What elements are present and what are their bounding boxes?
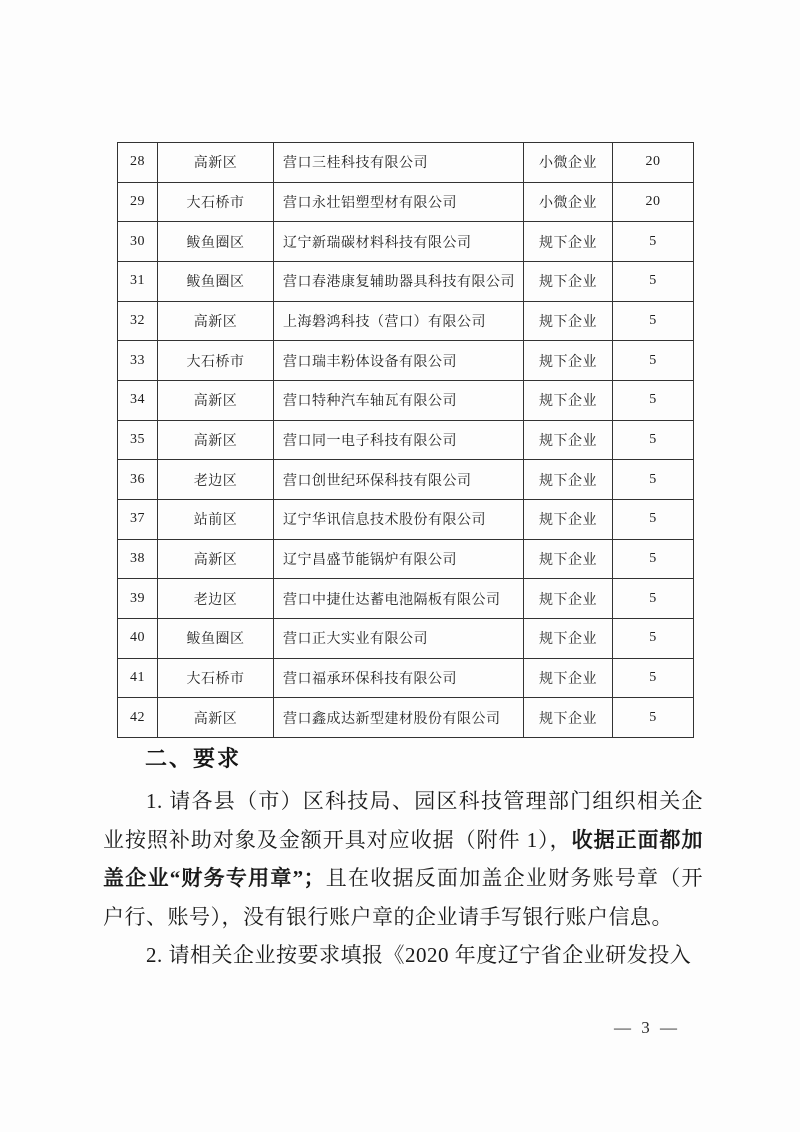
cell-district: 高新区 (158, 539, 274, 579)
cell-type: 规下企业 (524, 301, 613, 341)
cell-amount: 5 (613, 658, 694, 698)
cell-district: 老边区 (158, 579, 274, 619)
cell-no: 35 (118, 420, 158, 460)
page-number: — 3 — (614, 1018, 680, 1037)
requirements-section (103, 743, 703, 975)
cell-amount: 5 (613, 618, 694, 658)
cell-amount: 5 (613, 539, 694, 579)
cell-company: 辽宁新瑞碳材料科技有限公司 (274, 222, 524, 262)
cell-district: 高新区 (158, 420, 274, 460)
cell-no: 34 (118, 380, 158, 420)
cell-district: 高新区 (158, 380, 274, 420)
table-row (118, 499, 694, 539)
cell-no: 37 (118, 499, 158, 539)
cell-district: 老边区 (158, 460, 274, 500)
table-row (118, 420, 694, 460)
cell-company: 营口永壮铝塑型材有限公司 (274, 182, 524, 222)
table-row (118, 341, 694, 381)
cell-company: 辽宁昌盛节能锅炉有限公司 (274, 539, 524, 579)
cell-no: 41 (118, 658, 158, 698)
cell-district: 鲅鱼圈区 (158, 618, 274, 658)
cell-no: 32 (118, 301, 158, 341)
table-row (118, 182, 694, 222)
cell-amount: 20 (613, 182, 694, 222)
cell-company: 营口福承环保科技有限公司 (274, 658, 524, 698)
table-row (118, 301, 694, 341)
cell-amount: 5 (613, 380, 694, 420)
cell-company: 营口中捷仕达蓄电池隔板有限公司 (274, 579, 524, 619)
cell-no: 39 (118, 579, 158, 619)
section-heading: 二、要求 (145, 746, 242, 771)
cell-amount: 5 (613, 261, 694, 301)
subsidy-table (117, 142, 694, 738)
cell-no: 40 (118, 618, 158, 658)
paragraph-1-bold-emphasis: 收据正面都加盖企业“财务专用章”； (103, 827, 704, 890)
cell-company: 营口正大实业有限公司 (274, 618, 524, 658)
cell-district: 高新区 (158, 301, 274, 341)
cell-company: 辽宁华讯信息技术股份有限公司 (274, 499, 524, 539)
cell-type: 规下企业 (524, 539, 613, 579)
paragraph-1-lead: 1. 请各县（市）区科技局、园区科技管理部门组织相关企业按照补助对象及金额开具对应收据（附件 1）， (103, 789, 703, 852)
cell-type: 规下企业 (524, 261, 613, 301)
paragraph-1-tail: 且在收据反面加盖企业财务账号章（开户行、账号），没有银行账户章的企业请手写银行账户信息。 (103, 866, 703, 929)
cell-type: 规下企业 (524, 499, 613, 539)
cell-amount: 5 (613, 499, 694, 539)
cell-type: 规下企业 (524, 222, 613, 262)
cell-amount: 5 (613, 460, 694, 500)
cell-company: 营口春港康复辅助器具科技有限公司 (274, 261, 524, 301)
cell-amount: 5 (613, 420, 694, 460)
cell-district: 大石桥市 (158, 341, 274, 381)
subsidy-table-body (118, 143, 694, 738)
cell-amount: 5 (613, 579, 694, 619)
cell-district: 大石桥市 (158, 182, 274, 222)
cell-district: 鲅鱼圈区 (158, 261, 274, 301)
cell-amount: 5 (613, 341, 694, 381)
cell-type: 规下企业 (524, 579, 613, 619)
cell-type: 规下企业 (524, 341, 613, 381)
cell-amount: 20 (613, 143, 694, 183)
cell-company: 上海磐鸿科技（营口）有限公司 (274, 301, 524, 341)
cell-district: 鲅鱼圈区 (158, 222, 274, 262)
cell-type: 规下企业 (524, 380, 613, 420)
table-row (118, 222, 694, 262)
table-row (118, 579, 694, 619)
cell-district: 高新区 (158, 698, 274, 738)
table-row (118, 261, 694, 301)
paragraph-1 (103, 782, 703, 936)
paragraph-2: 2. 请相关企业按要求填报《2020 年度辽宁省企业研发投入 (146, 943, 692, 967)
cell-company: 营口鑫成达新型建材股份有限公司 (274, 698, 524, 738)
cell-amount: 5 (613, 698, 694, 738)
cell-no: 33 (118, 341, 158, 381)
cell-no: 42 (118, 698, 158, 738)
cell-type: 规下企业 (524, 658, 613, 698)
table-row (118, 143, 694, 183)
table-row (118, 658, 694, 698)
cell-district: 大石桥市 (158, 658, 274, 698)
cell-no: 28 (118, 143, 158, 183)
cell-no: 30 (118, 222, 158, 262)
cell-type: 规下企业 (524, 618, 613, 658)
cell-district: 站前区 (158, 499, 274, 539)
cell-company: 营口瑞丰粉体设备有限公司 (274, 341, 524, 381)
cell-type: 规下企业 (524, 420, 613, 460)
table-row (118, 618, 694, 658)
cell-type: 规下企业 (524, 460, 613, 500)
cell-district: 高新区 (158, 143, 274, 183)
table-row (118, 380, 694, 420)
cell-company: 营口三桂科技有限公司 (274, 143, 524, 183)
cell-type: 小微企业 (524, 182, 613, 222)
cell-amount: 5 (613, 301, 694, 341)
cell-company: 营口特种汽车轴瓦有限公司 (274, 380, 524, 420)
cell-company: 营口创世纪环保科技有限公司 (274, 460, 524, 500)
table-row (118, 698, 694, 738)
cell-type: 小微企业 (524, 143, 613, 183)
cell-company: 营口同一电子科技有限公司 (274, 420, 524, 460)
table-row (118, 460, 694, 500)
cell-amount: 5 (613, 222, 694, 262)
cell-no: 38 (118, 539, 158, 579)
cell-no: 29 (118, 182, 158, 222)
cell-type: 规下企业 (524, 698, 613, 738)
table-row (118, 539, 694, 579)
cell-no: 31 (118, 261, 158, 301)
cell-no: 36 (118, 460, 158, 500)
